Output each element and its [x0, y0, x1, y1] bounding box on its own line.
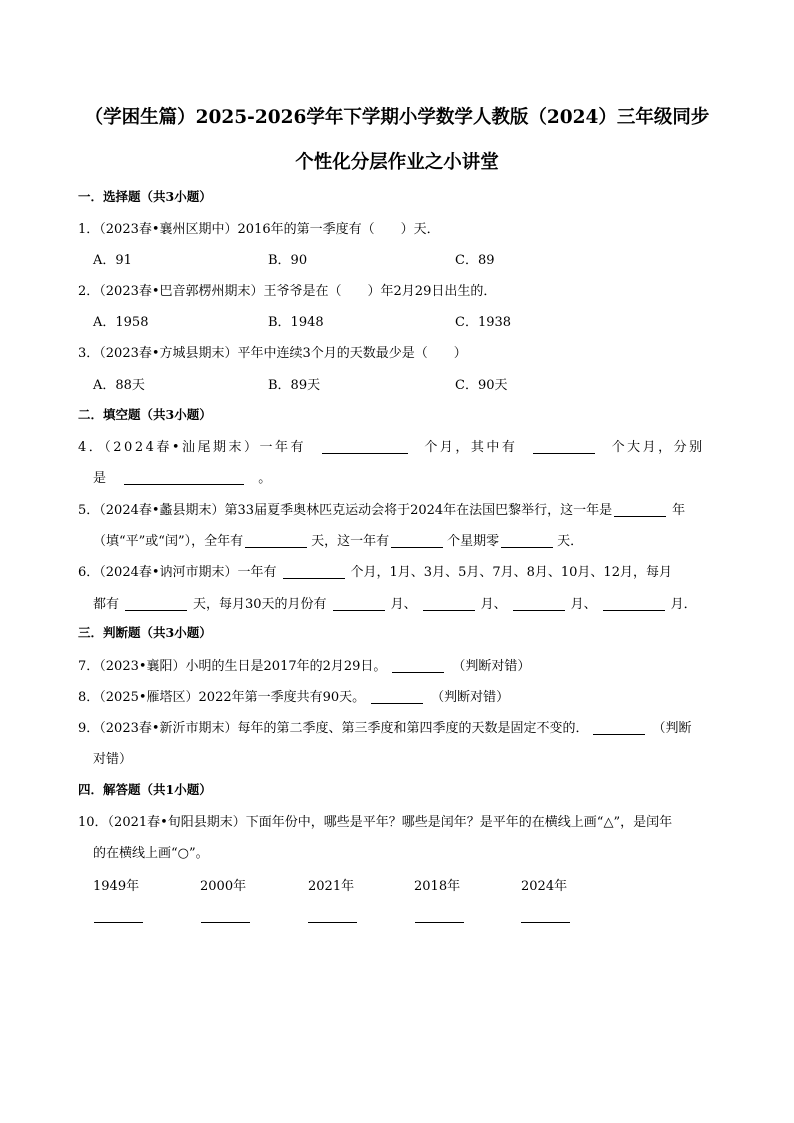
- q6-blank-4[interactable]: [423, 596, 475, 611]
- q6-text: 月、: [390, 597, 417, 612]
- q5-text: 天，这一年有: [311, 534, 390, 549]
- page-title-line1: （学困生篇）2025-2026学年下学期小学数学人教版（2024）三年级同步: [84, 107, 710, 128]
- q4-text: 4．（2024春•汕尾期末）一年有: [78, 440, 307, 455]
- question-1-option-b[interactable]: B．90: [268, 253, 308, 268]
- q4-text: 个月，其中有: [424, 440, 518, 455]
- q8-text: （判断对错）: [431, 690, 510, 705]
- question-10-line1: 10．（2021春•旬阳县期末）下面年份中，哪些是平年？哪些是闰年？是平年的在横线上画“△”，是闰年: [78, 815, 673, 830]
- section-heading-judge: 三．判断题（共3小题）: [78, 625, 212, 640]
- question-6-line1: [78, 561, 672, 580]
- q6-blank-3[interactable]: [333, 596, 385, 611]
- question-5-line2: [93, 530, 583, 549]
- year-label: 2000年: [200, 879, 247, 894]
- question-1-option-a[interactable]: A．91: [93, 253, 132, 268]
- question-6-line2: [93, 593, 697, 612]
- q4-blank-1[interactable]: [322, 439, 408, 454]
- year-label: 1949年: [93, 879, 140, 894]
- question-3-stem: 3．（2023春•方城县期末）平年中连续3个月的天数最少是（ ）: [78, 346, 467, 361]
- question-1-option-c[interactable]: C．89: [455, 253, 495, 268]
- question-8: [78, 686, 509, 705]
- answer-line[interactable]: [94, 922, 143, 923]
- question-3-option-a[interactable]: A．88天: [93, 378, 145, 393]
- q6-text: 6．（2024春•讷河市期末）一年有: [78, 565, 277, 580]
- q7-text: （判断对错）: [452, 659, 531, 674]
- q9-text: （判断: [652, 721, 692, 736]
- q9-text: 9．（2023春•新沂市期末）每年的第二季度、第三季度和第四季度的天数是固定不变的．: [78, 721, 589, 736]
- q6-blank-1[interactable]: [283, 564, 345, 579]
- q6-text: 月、: [570, 597, 597, 612]
- q7-blank[interactable]: [392, 658, 444, 673]
- q4-text: 个大月，分别: [611, 440, 705, 455]
- question-5-line1: [78, 499, 685, 518]
- question-9-line1: [78, 717, 692, 736]
- q6-text: 月．: [670, 597, 697, 612]
- q7-text: 7．（2023•襄阳）小明的生日是2017年的2月29日。: [78, 659, 387, 674]
- question-1-stem: 1．（2023春•襄州区期中）2016年的第一季度有（ ）天．: [78, 222, 440, 237]
- answer-line[interactable]: [308, 922, 357, 923]
- year-label: 2021年: [308, 879, 355, 894]
- q6-text: 都有: [93, 597, 120, 612]
- q8-blank[interactable]: [371, 689, 423, 704]
- answer-line[interactable]: [521, 922, 570, 923]
- question-2-option-b[interactable]: B．1948: [268, 315, 324, 330]
- q5-text: 年: [672, 503, 686, 518]
- question-2-option-c[interactable]: C．1938: [455, 315, 512, 330]
- year-label: 2018年: [414, 879, 461, 894]
- question-2-option-a[interactable]: A．1958: [93, 315, 149, 330]
- q5-text: 5．（2024春•蠡县期末）第33届夏季奥林匹克运动会将于2024年在法国巴黎举行，这一年是: [78, 503, 613, 518]
- q4-blank-2[interactable]: [533, 439, 595, 454]
- q5-text: （填“平”或“闰”），全年有: [93, 534, 244, 549]
- q6-blank-6[interactable]: [603, 596, 665, 611]
- question-10-line2: 的在横线上画“○”。: [93, 846, 209, 861]
- q4-text: 。: [258, 471, 272, 486]
- q5-blank-3[interactable]: [391, 533, 443, 548]
- question-3-option-b[interactable]: B．89天: [268, 378, 321, 393]
- q4-text: 是: [93, 471, 107, 486]
- page-title-line2: 个性化分层作业之小讲堂: [295, 152, 499, 173]
- year-label: 2024年: [521, 879, 568, 894]
- question-9-line2: 对错）: [93, 752, 133, 767]
- section-heading-fill: 二．填空题（共3小题）: [78, 407, 212, 422]
- question-4-line1: [78, 436, 705, 455]
- q8-text: 8．（2025•雁塔区）2022年第一季度共有90天。: [78, 690, 366, 705]
- q6-blank-2[interactable]: [125, 596, 187, 611]
- question-2-stem: 2．（2023春•巴音郭楞州期末）王爷爷是在（ ）年2月29日出生的．: [78, 284, 497, 299]
- q9-blank[interactable]: [593, 720, 645, 735]
- q4-blank-3[interactable]: [124, 470, 244, 485]
- q5-blank-1[interactable]: [614, 502, 666, 517]
- question-7: [78, 655, 530, 674]
- question-3-option-c[interactable]: C．90天: [455, 378, 508, 393]
- answer-line[interactable]: [415, 922, 464, 923]
- section-heading-choice: 一．选择题（共3小题）: [78, 189, 212, 204]
- q6-text: 月、: [480, 597, 507, 612]
- answer-line[interactable]: [201, 922, 250, 923]
- q5-text: 个星期零: [447, 534, 500, 549]
- q6-text: 天，每月30天的月份有: [193, 597, 327, 612]
- q5-blank-2[interactable]: [245, 533, 307, 548]
- q6-blank-5[interactable]: [513, 596, 565, 611]
- question-4-line2: [93, 467, 271, 486]
- q6-text: 个月，1月、3月、5月、7月、8月、10月、12月，每月: [350, 565, 672, 580]
- section-heading-answer: 四．解答题（共1小题）: [78, 782, 212, 797]
- q5-text: 天．: [557, 534, 584, 549]
- q5-blank-4[interactable]: [501, 533, 553, 548]
